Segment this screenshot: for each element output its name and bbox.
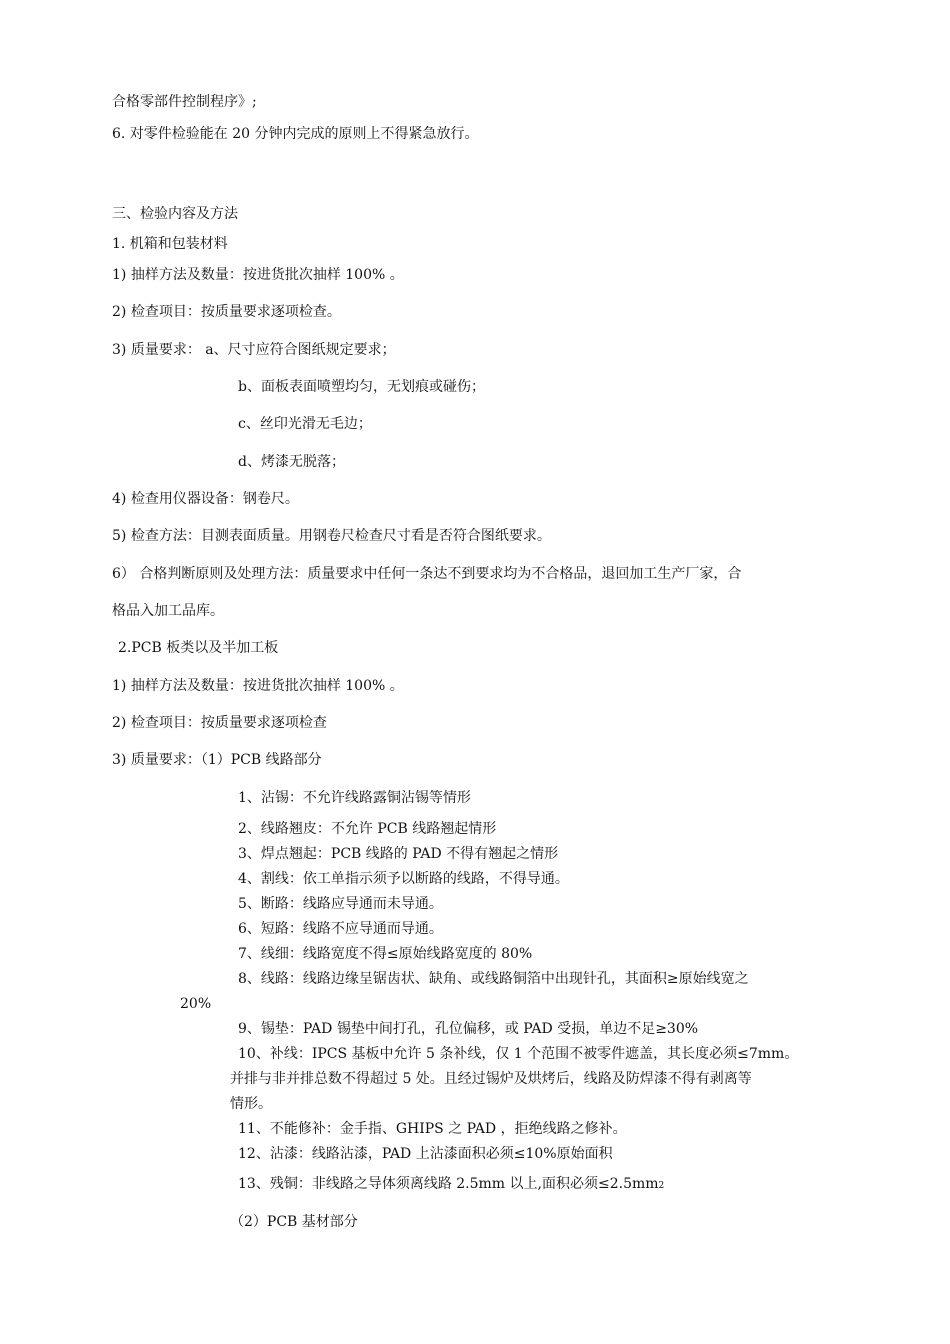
text-line: 格品入加工品库。 [112,603,224,619]
text-line: 合格零部件控制程序》; [112,94,257,110]
text-line: 2) 检查项目：按质量要求逐项检查。 [112,304,341,320]
list-item: 4、割线：依工单指示须予以断路的线路，不得导通。 [238,871,569,887]
list-item: 12、沾漆：线路沾漆，PAD 上沾漆面积必须≤10%原始面积 [238,1146,613,1162]
text-line: 6. 对零件检验能在 20 分钟内完成的原则上不得紧急放行。 [112,126,479,142]
list-item: 2、线路翘皮：不允许 PCB 线路翘起情形 [238,821,497,837]
text-line: b、面板表面喷塑均匀，无划痕或碰伤； [238,379,485,395]
list-item-continuation: 情形。 [230,1096,272,1112]
text-line: 3) 质量要求： a、尺寸应符合图纸规定要求； [112,342,396,358]
list-item: 7、线细：线路宽度不得≤原始线路宽度的 80% [238,946,533,962]
list-item: 6、短路：线路不应导通而导通。 [238,921,443,937]
text-line: 5) 检查方法：目测表面质量。用钢卷尺检查尺寸看是否符合图纸要求。 [112,528,551,544]
list-item: 3、焊点翘起：PCB 线路的 PAD 不得有翘起之情形 [238,846,559,862]
text-line: 1) 抽样方法及数量：按进货批次抽样 100% 。 [112,678,404,694]
text-line: 1) 抽样方法及数量：按进货批次抽样 100% 。 [112,267,404,283]
list-item-continuation: 20% [180,996,212,1012]
text-line: 6） 合格判断原则及处理方法：质量要求中任何一条达不到要求均为不合格品，退回加工生产厂家，合 [112,566,742,582]
list-item [238,1174,664,1196]
text-line: 2) 检查项目：按质量要求逐项检查 [112,715,327,731]
text-line: 4) 检查用仪器设备：钢卷尺。 [112,491,299,507]
list-item: 5、断路：线路应导通而未导通。 [238,896,443,912]
list-item-continuation: 并排与非并排总数不得超过 5 处。且经过锡炉及烘烤后，线路及防焊漆不得有剥离等 [230,1071,752,1087]
superscript-text: 2 [658,1181,665,1191]
subsection-heading: 2.PCB 板类以及半加工板 [118,640,279,656]
list-item: 1、沾锡：不允许线路露铜沾锡等情形 [238,790,471,806]
text-line: c、丝印光滑无毛边； [238,416,372,432]
list-item: 10、补线：IPCS 基板中允许 5 条补线，仅 1 个范围不被零件遮盖，其长度必须≤7mm。 [238,1046,799,1062]
text-line: d、烤漆无脱落； [238,454,345,470]
list-item: 9、锡垫：PAD 锡垫中间打孔，孔位偏移，或 PAD 受损，单边不足≥30% [238,1021,699,1037]
text-line: 3) 质量要求：（1）PCB 线路部分 [112,752,322,768]
section-heading: 三、检验内容及方法 [112,206,238,222]
list-item: 11、不能修补：金手指、GHIPS 之 PAD ，拒绝线路之修补。 [238,1121,627,1137]
subsection-heading: 1. 机箱和包装材料 [112,236,228,252]
list-item: 8、线路：线路边缘呈锯齿状、缺角、或线路铜箔中出现针孔，其面积≥原始线宽之 [238,971,749,987]
subsection-heading: （2）PCB 基材部分 [230,1214,358,1230]
list-item-text: 13、残铜：非线路之导体须离线路 2.5mm 以上,面积必须≤2.5mm [238,1176,659,1192]
